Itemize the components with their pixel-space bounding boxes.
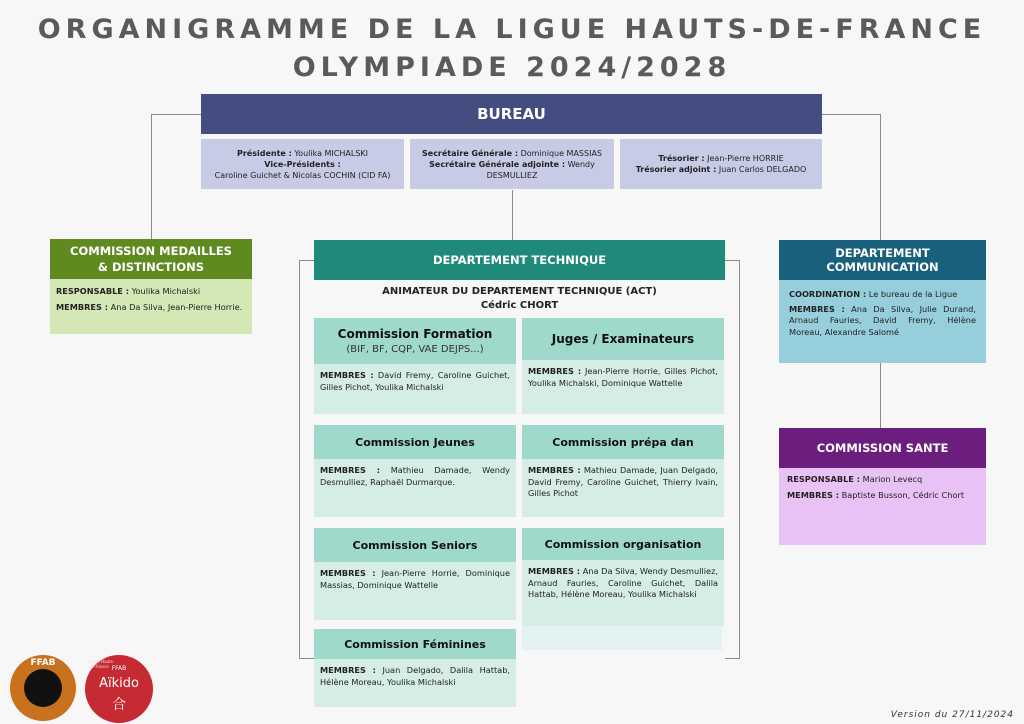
- seniors-body: [314, 562, 516, 620]
- act-name: Cédric CHORT: [480, 300, 559, 311]
- formation-title: Commission Formation: [337, 327, 493, 341]
- prepa-members: Mathieu Damade, Juan Delgado, David Fremy, Caroline Guichet, Thierry Ivain, Gilles Pichot: [528, 465, 718, 498]
- feminines-title: Commission Féminines: [344, 637, 486, 651]
- dept-comm-body: [779, 280, 986, 363]
- dept-comm-coord-value: Le bureau de la Ligue: [866, 289, 958, 299]
- juges-body: [522, 360, 724, 414]
- aikido-logo-arc: Ligue Hauts-de-France: [89, 659, 115, 669]
- act-title: ANIMATEUR DU DEPARTEMENT TECHNIQUE (ACT): [382, 286, 657, 297]
- connector-left-vertical: [151, 114, 152, 239]
- feminines-label: MEMBRES :: [320, 665, 376, 675]
- medailles-body: [50, 279, 252, 334]
- sante-header: COMMISSION SANTE: [779, 428, 986, 468]
- bracket-left-top: [299, 260, 314, 261]
- prepa-label: MEMBRES :: [528, 465, 581, 475]
- medailles-memb-value: Ana Da Silva, Jean-Pierre Horrie.: [108, 301, 243, 312]
- prepa-body: [522, 459, 724, 517]
- act-block: [314, 285, 725, 313]
- organisation-header: [522, 528, 724, 560]
- bracket-left: [299, 260, 300, 658]
- tresorier-adj-label: Trésorier adjoint :: [635, 165, 717, 174]
- connector-bureau-tech: [512, 190, 513, 240]
- bracket-right: [739, 260, 740, 658]
- bureau-header: BUREAU: [201, 94, 822, 134]
- president-label: Présidente :: [236, 148, 292, 158]
- formation-header: [314, 318, 516, 364]
- medailles-memb-label: MEMBRES :: [56, 301, 109, 312]
- bureau-box-presidence: [201, 139, 404, 189]
- page-title: ORGANIGRAMME DE LA LIGUE HAUTS-DE-FRANCE: [37, 14, 987, 45]
- organisation-title: Commission organisation: [544, 537, 702, 551]
- medailles-header: [50, 239, 252, 279]
- dept-tech-header: DEPARTEMENT TECHNIQUE: [314, 240, 725, 280]
- bureau-box-tresorerie: [620, 139, 822, 189]
- dept-comm-header: DEPARTEMENT COMMUNICATION: [779, 240, 986, 280]
- president-value: Youlika MICHALSKI: [291, 148, 369, 158]
- ffab-logo: [10, 655, 76, 721]
- bracket-right-bottom: [725, 658, 740, 659]
- jeunes-members: Mathieu Damade, Wendy Desmulliez, Raphaël Durmarque.: [320, 465, 510, 487]
- juges-members: Jean-Pierre Horrie, Gilles Pichot, Youlika Michalski, Dominique Wattelle: [528, 366, 718, 388]
- formation-members: David Fremy, Caroline Guichet, Gilles Pichot, Youlika Michalski: [320, 370, 510, 392]
- jeunes-header: [314, 425, 516, 459]
- juges-label: MEMBRES :: [528, 366, 582, 376]
- vice-president-label: Vice-Présidents :: [264, 159, 341, 169]
- page-subtitle: OLYMPIADE 2024/2028: [292, 52, 732, 83]
- tresorier-label: Trésorier :: [658, 154, 705, 163]
- formation-body: [314, 364, 516, 414]
- jeunes-label: MEMBRES :: [320, 465, 381, 475]
- bracket-left-bottom: [299, 658, 314, 659]
- secretaire-value: Dominique MASSIAS: [518, 148, 602, 158]
- feminines-body: [314, 659, 516, 707]
- aikido-logo: [85, 655, 153, 723]
- seniors-label: MEMBRES :: [320, 568, 376, 578]
- medailles-resp-label: RESPONSABLE :: [56, 286, 130, 296]
- ffab-logo-text: FFAB: [30, 658, 56, 668]
- medailles-header-line1: COMMISSION MEDAILLES: [70, 244, 232, 258]
- jeunes-body: [314, 459, 516, 517]
- secretaire-adj-label: Secrétaire Générale adjointe :: [429, 159, 566, 169]
- aikido-logo-small: FFAB: [111, 665, 127, 672]
- formation-subtitle: (BIF, BF, CQP, VAE DEJPS...): [346, 344, 484, 355]
- secretaire-adj-value: Wendy DESMULLIEZ: [486, 159, 595, 180]
- feminines-header: [314, 629, 516, 659]
- aikido-logo-text: Aïkido: [99, 676, 139, 691]
- sante-memb-label: MEMBRES :: [787, 489, 840, 500]
- aikido-logo-kanji: 合: [112, 697, 126, 713]
- dept-comm-coord-label: COORDINATION :: [789, 289, 867, 299]
- organisation-body: [522, 560, 724, 626]
- bracket-right-top: [725, 260, 740, 261]
- tresorier-value: Jean-Pierre HORRIE: [704, 154, 784, 163]
- vice-president-value: Caroline Guichet & Nicolas COCHIN (CID FA): [214, 170, 391, 180]
- connector-bureau-left: [151, 114, 201, 115]
- seniors-header: [314, 528, 516, 562]
- prepa-header: [522, 425, 724, 459]
- jeunes-title: Commission Jeunes: [355, 435, 475, 449]
- seniors-title: Commission Seniors: [352, 538, 478, 552]
- sante-memb-value: Baptiste Busson, Cédric Chort: [839, 489, 965, 500]
- connector-bureau-right: [822, 114, 880, 115]
- dept-comm-memb-value: Ana Da Silva, Julie Durand, Arnaud Fauries, David Fremy, Hélène Moreau, Alexandre Salomé: [789, 303, 976, 337]
- connector-comm-sante: [880, 363, 881, 428]
- sante-body: [779, 468, 986, 545]
- organisation-filler: [522, 626, 722, 650]
- juges-title: Juges / Examinateurs: [551, 332, 695, 346]
- connector-right-vertical: [880, 114, 881, 240]
- secretaire-label: Secrétaire Générale :: [422, 148, 519, 158]
- juges-header: [522, 318, 724, 360]
- feminines-members: Juan Delgado, Dalila Hattab, Hélène Moreau, Youlika Michalski: [320, 665, 510, 687]
- sante-resp-label: RESPONSABLE :: [787, 474, 861, 484]
- medailles-header-line2: & DISTINCTIONS: [97, 260, 205, 274]
- ffab-logo-circle-icon: [24, 669, 62, 707]
- organisation-label: MEMBRES :: [528, 566, 581, 576]
- organisation-members: Ana Da Silva, Wendy Desmulliez, Arnaud Fauries, Caroline Guichet, Dalila Hattab, Hélène Moreau, Youlika Michalski: [528, 566, 718, 599]
- dept-comm-memb-label: MEMBRES :: [789, 303, 845, 314]
- seniors-members: Jean-Pierre Horrie, Dominique Massias, Dominique Wattelle: [320, 568, 510, 590]
- medailles-resp-value: Youlika Michalski: [129, 286, 201, 296]
- tresorier-adj-value: Juan Carlos DELGADO: [716, 165, 807, 174]
- formation-label: MEMBRES :: [320, 370, 374, 380]
- prepa-title: Commission prépa dan: [552, 435, 694, 449]
- sante-resp-value: Marion Levecq: [860, 474, 923, 484]
- bureau-box-secretariat: [410, 139, 614, 189]
- version-text: Version du 27/11/2024: [890, 710, 1014, 720]
